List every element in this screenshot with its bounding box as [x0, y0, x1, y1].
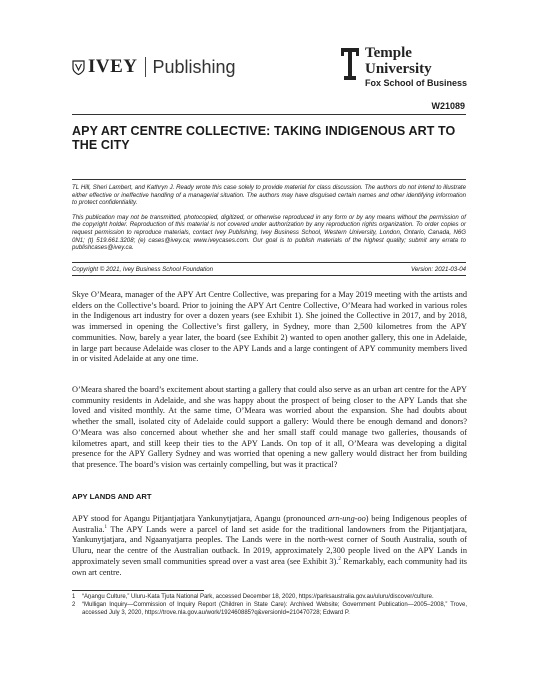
footnote-number: 2: [72, 601, 76, 608]
temple-t-icon: [341, 48, 359, 80]
footnote-2: [72, 602, 467, 618]
ivey-shield-icon: [72, 60, 85, 75]
ivey-wordmark: IVEY: [88, 56, 138, 77]
copyright-permissions: This publication may not be transmitted, photocopied, digitized, or otherwise reproduced in any form or by any means without the permission of the copyright holder. Reproduction of this material is not covered under authorization by any reproduction rights organization. To order copies or request permission to reproduce materials, contact Ivey Publishing, Ivey Business School, Western University, London, Ontario, Canada, N6G 0N1; (t) 519.661.3208; (e) cases@ivey.ca; www.iveycases.com. Our goal is to publish materials of the highest quality; submit any errata to publishcases@ivey.ca.: [72, 213, 466, 252]
temple-university-logo: [341, 46, 467, 90]
pronunciation: arn-ung-oo: [328, 514, 366, 523]
legal-notice: [72, 184, 466, 259]
footnote-ref-1[interactable]: 1: [104, 524, 107, 530]
title-divider: [72, 179, 466, 180]
legal-divider-top: [72, 262, 466, 263]
footnote-number: 1: [72, 594, 76, 600]
temple-name: Temple: [364, 45, 412, 61]
version-line: Version: 2021-03-04: [411, 266, 466, 273]
authorship-note: TL Hill, Sheri Lambert, and Kathryn J. Ready wrote this case solely to provide material for class discussion. The authors do not intend to illustrate either effective or ineffective handling of a managerial situation. The authors may have disguised certain names and other identifying information to protect confidentiality.: [72, 184, 466, 207]
copyright-row: [72, 266, 466, 273]
school-name: Fox School of Business: [364, 78, 467, 88]
university-name: University: [364, 61, 432, 77]
footnote-1: [72, 594, 467, 602]
logo-separator: [145, 57, 146, 77]
footnote-text: “Mulligan Inquiry—Commission of Inquiry Report (Children in State Care): Archived Website; Government Publication—2005–2008,” Trove, accessed July 3, 2020, https://trove.nla.gov.au/work/192460885?q&versionId=210470728; Edward P.: [82, 601, 467, 616]
page-header: [72, 46, 467, 98]
ivey-publishing-logo: [72, 56, 236, 78]
case-number: W21089: [431, 101, 465, 111]
body-paragraph-2: O’Meara shared the board’s excitement about starting a gallery that could also serve as an urban art centre for the APY community residents in Adelaide, and she was happy about the prospect of being closer to the APY Lands that she loved and visited monthly. At the same time, O’Meara was worried about the expansion. She had doubts about whether the small, isolated city of Adelaide could support a gallery: Would there be enough demand and donors? O’Meara was also concerned about whether she and her small staff could manage two galleries, thousands of kilometres apart, and still keep their ties to the APY Lands. On top of it all, O’Meara was developing a digital presence for the APY Gallery Sydney and was worried that opening a new gallery would distract her from building that presence. The board’s vision was certainly compelling, but was it practical?: [72, 385, 467, 469]
case-title: APY ART CENTRE COLLECTIVE: TAKING INDIGENOUS ART TO THE CITY: [72, 124, 456, 152]
section-heading: APY LANDS AND ART: [72, 492, 152, 501]
header-divider: [72, 114, 466, 115]
copyright-line: Copyright © 2021, Ivey Business School Foundation: [72, 266, 214, 273]
footnote-ref-2[interactable]: 2: [338, 557, 341, 563]
publishing-wordmark: Publishing: [152, 56, 236, 77]
footnotes: [72, 594, 467, 617]
body-paragraph-3: APY stood for Aṉangu Pitjantjatjara Yankunytjatjara, Aṉangu (pronounced arn-ung-oo) being Indigenous peoples of Australia.$^1$ The APY Lands were a parcel of land set aside for the traditional landowners from the Pitjantjatjara, Yankunytjatjara, and Ngaanyatjarra peoples. The Lands were in the north-west corner of South Australia, south of Uluru, near the centre of the Australian outback. In 2019, approximately 2,300 people lived on the APY Lands in approximately seven small communities spread over a vast area (see Exhibit 3).$^2$ Remarkably, each community had its own art centre.: [72, 514, 467, 577]
legal-divider-bottom: [72, 275, 466, 276]
footnote-divider: [72, 590, 204, 591]
body-paragraph-1: Skye O’Meara, manager of the APY Art Centre Collective, was preparing for a May 2019 meeting with the artists and elders on the Collective’s board. Prior to joining the APY Art Centre Collective, O’Meara had worked in various roles in the Indigenous art industry for over a dozen years (see Exhibit 1). She joined the Collective in 2017, and by 2018, was immersed in opening the Collective’s first gallery, in Sydney, more than 2,500 kilometres from the APY communities. Now, barely a year later, the board (see Exhibit 2) wanted to open another gallery, this one in Adelaide, in large part because Adelaide was closer to the APY Lands and a large contingent of APY community members lived in or visited Adelaide at any one time.: [72, 290, 467, 364]
footnote-text: “Aṉangu Culture,” Uluru-Kata Tjuta National Park, accessed December 18, 2020, https://parksaustralia.gov.au/uluru/discover/culture.: [82, 594, 434, 600]
